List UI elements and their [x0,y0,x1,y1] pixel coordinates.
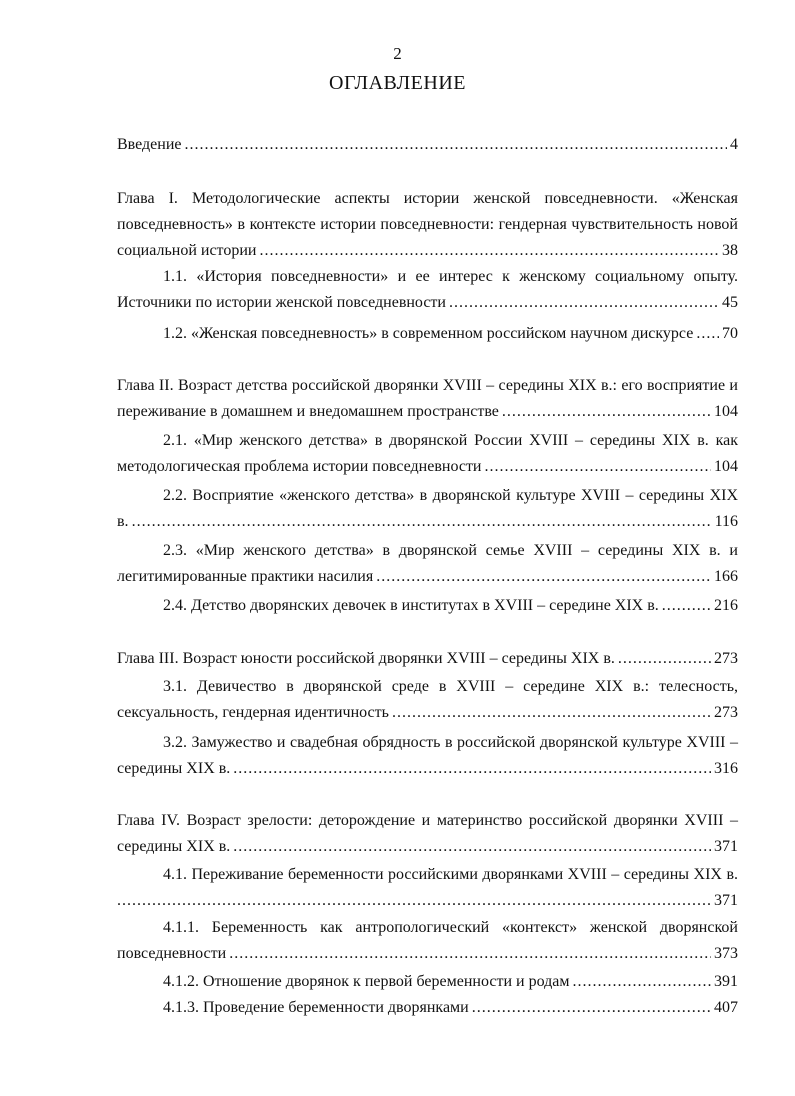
toc-page-number: 391 [714,973,738,990]
toc-page-number: 273 [714,704,738,721]
toc-entry-title: 1.1. «История повседневности» и ее интерес к женскому социальному опыту. [163,268,738,285]
toc-page-number: 104 [714,403,738,420]
toc-entry-1-1 [117,264,738,316]
toc-entry-title: 4.1. Переживание беременности российскими дворянками XVIII – середины XIX в. [163,866,738,883]
dot-leader [392,700,711,726]
toc-entry-4-1-3 [117,995,738,1021]
toc-page-number: 316 [714,760,738,777]
dot-leader [662,593,711,619]
toc-entry-title-end: переживание в домашнем и внедомашнем пространстве [117,403,499,420]
toc-entry-title-end: методологическая проблема истории повседневности [117,458,482,475]
toc-entry-2-3 [117,538,738,590]
dot-leader [229,941,711,967]
toc-entry-title: Глава III. Возраст юности российской дворянки XVIII – середины XIX в. [117,650,615,667]
dot-leader [502,399,711,425]
toc-entry-2-2 [117,483,738,535]
toc-entry-title-end: сексуальность, гендерная идентичность [117,704,389,721]
toc-entry-title: Глава IV. Возраст зрелости: деторождение и материнство российской дворянки XVIII – [117,812,738,829]
toc-entry-3-1 [117,674,738,726]
toc-entry-title: 2.3. «Мир женского детства» в дворянской семье XVIII – середины XIX в. и [163,542,738,559]
toc-page-number: 216 [714,597,738,614]
toc-entry-title: 2.2. Восприятие «женского детства» в дворянской культуре XVIII – середины XIX [163,487,738,504]
toc-entry-title: 3.1. Девичество в дворянской среде в XVIII – середине XIX в.: телесность, [163,678,738,695]
toc-entry-1-2 [117,321,738,347]
toc-entry-title-end: Источники по истории женской повседневности [117,294,446,311]
toc-page-number: 4 [730,136,738,153]
toc-entry-title: 2.4. Детство дворянских девочек в институтах в XVIII – середине XIX в. [163,597,659,614]
toc-page-number: 371 [714,838,738,855]
toc-entry-title-end: середины XIX в. [117,760,231,777]
toc-entry-title-end: повседневности [117,945,227,962]
toc-page-number: 166 [714,568,738,585]
toc-entry-title: 4.1.2. Отношение дворянок к первой беременности и родам [163,973,570,990]
toc-page-number: 45 [722,294,738,311]
dot-leader [449,290,719,316]
toc-page-number: 104 [714,458,738,475]
toc-entry-chapter-2 [117,373,738,425]
toc-page-number: 371 [714,892,738,909]
toc-page-number: 273 [714,650,738,667]
toc-entry-title-end: середины XIX в. [117,838,231,855]
toc-entry-3-2 [117,730,738,782]
toc-entry-4-1-1 [117,915,738,967]
toc-entry-intro [117,132,738,158]
dot-leader [573,969,712,995]
dot-leader [117,888,711,914]
page-title: ОГЛАВЛЕНИЕ [329,72,466,94]
toc-entry-title: 3.2. Замужество и свадебная обрядность в российской дворянской культуре XVIII – [163,734,738,751]
toc-entry-4-1 [117,862,738,914]
toc-entry-title: Глава I. Методологические аспекты истории женской повседневности. «Женская повседневность» в контексте истории повседневности: гендерная чувствительность новой [117,190,738,233]
toc-entry-title: Введение [117,136,182,153]
dot-leader [376,564,711,590]
toc-page-number: 116 [714,513,738,530]
dot-leader [472,995,711,1021]
dot-leader [696,321,719,347]
dot-leader [185,132,728,158]
toc-entry-title-end: социальной истории [117,242,257,259]
toc-entry-title: 4.1.1. Беременность как антропологический «контекст» женской дворянской [163,919,738,936]
dot-leader [233,756,711,782]
toc-entry-title-end: в. [117,513,129,530]
dot-leader [233,834,711,860]
toc-entry-title: 2.1. «Мир женского детства» в дворянской России XVIII – середины XIX в. как [163,432,738,449]
dot-leader [132,509,712,535]
dot-leader [485,454,712,480]
toc-entry-2-1 [117,428,738,480]
toc-entry-title: 1.2. «Женская повседневность» в современном российском научном дискурсе [163,325,694,342]
toc-entry-4-1-2 [117,969,738,995]
toc-entry-title: 4.1.3. Проведение беременности дворянками [163,999,469,1016]
dot-leader [618,646,711,672]
toc-page-number: 373 [714,945,738,962]
toc-entry-title: Глава II. Возраст детства российской дворянки XVIII – середины XIX в.: его восприятие и [117,377,738,394]
toc-page-number: 70 [722,325,738,342]
toc-entry-chapter-1 [117,186,738,264]
toc-entry-2-4 [117,593,738,619]
toc-entry-chapter-4 [117,808,738,860]
dot-leader [259,238,719,264]
toc-entry-title-end: легитимированные практики насилия [117,568,374,585]
toc-page-number: 407 [714,999,738,1016]
toc-page-number: 38 [722,242,738,259]
toc-entry-chapter-3 [117,646,738,672]
page-number: 2 [393,44,402,63]
